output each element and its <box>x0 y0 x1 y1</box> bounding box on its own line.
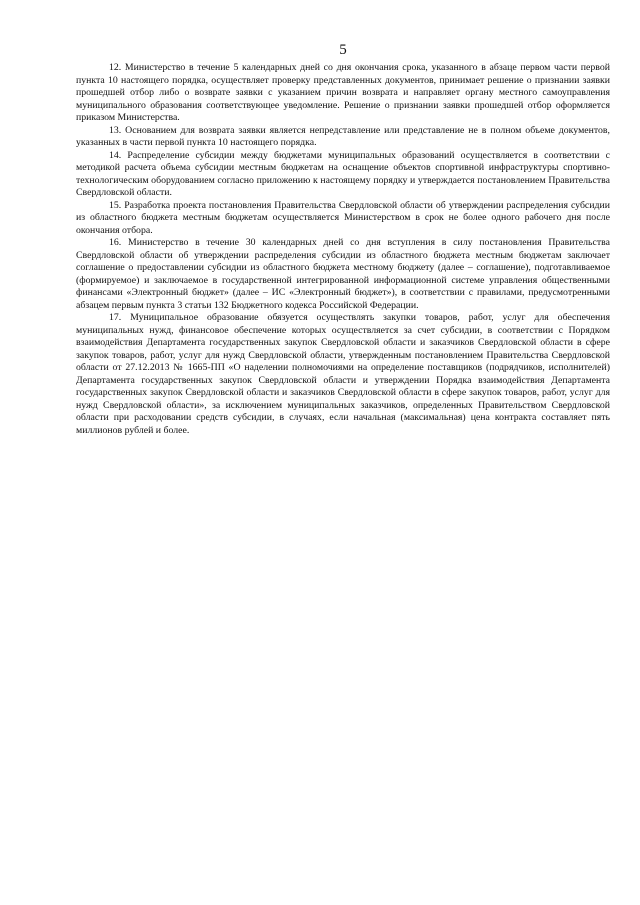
paragraph-15: 15. Разработка проекта постановления Правительства Свердловской области об утверждении распределения субсидии из областного бюджета местным бюджетам осуществляется Министерством в срок не более одного рабочего дня после окончания отбора. <box>76 199 610 236</box>
document-body <box>76 62 610 437</box>
paragraph-17: 17. Муниципальное образование обязуется осуществлять закупки товаров, работ, услуг для обеспечения муниципальных нужд, финансовое обеспечение которых осуществляется за счет субсидии, в соответствии с Порядком взаимодействия Департамента государственных закупок Свердловской области и заказчиков Свердловской области в сфере закупок товаров, работ, услуг для нужд Свердловской области, утвержденным постановлением Правительства Свердловской области от 27.12.2013 № 1665-ПП «О наделении полномочиями на определение поставщиков (подрядчиков, исполнителей) Департамента государственных закупок Свердловской области и утверждении Порядка взаимодействия Департамента государственных закупок Свердловской области и заказчиков Свердловской области в сфере закупок товаров, работ, услуг для нужд Свердловской области», за исключением муниципальных заказчиков, определенных Правительством Свердловской области при расходовании средств субсидии, в случаях, если начальная (максимальная) цена контракта составляет пять миллионов рублей и более. <box>76 312 610 436</box>
paragraph-13: 13. Основанием для возврата заявки является непредставление или представление не в полном объеме документов, указанных в части первой пункта 10 настоящего порядка. <box>76 124 610 148</box>
paragraph-14: 14. Распределение субсидии между бюджетами муниципальных образований осуществляется в соответствии с методикой расчета объема субсидии местным бюджетам на оснащение объектов спортивной инфраструктуры спортивно-технологическим оборудованием согласно приложению к настоящему порядку и утверждается постановлением Правительства Свердловской области. <box>76 149 610 198</box>
paragraph-12: 12. Министерство в течение 5 календарных дней со дня окончания срока, указанного в абзаце первом части первой пункта 10 настоящего порядка, осуществляет проверку представленных документов, принимает решение о признании заявки прошедшей отбор либо о возврате заявки с указанием причин возврата и направляет органу местного самоуправления муниципального образования соответствующее уведомление. Решение о признании заявки прошедшей отбор оформляется приказом Министерства. <box>76 62 610 123</box>
page-number: 5 <box>339 42 347 58</box>
paragraph-16: 16. Министерство в течение 30 календарных дней со дня вступления в силу постановления Правительства Свердловской области об утверждении распределения субсидии из областного бюджета местным бюджетам заключает соглашение о предоставлении субсидии из областного бюджета местному бюджету (далее – соглашение), подготавливаемое (формируемое) и заключаемое в государственной интегрированной информационной системе управления общественными финансами «Электронный бюджет» (далее – ИС «Электронный бюджет»), в соответствии с правилами, предусмотренными абзацем первым пункта 3 статьи 132 Бюджетного кодекса Российской Федерации. <box>76 237 610 311</box>
